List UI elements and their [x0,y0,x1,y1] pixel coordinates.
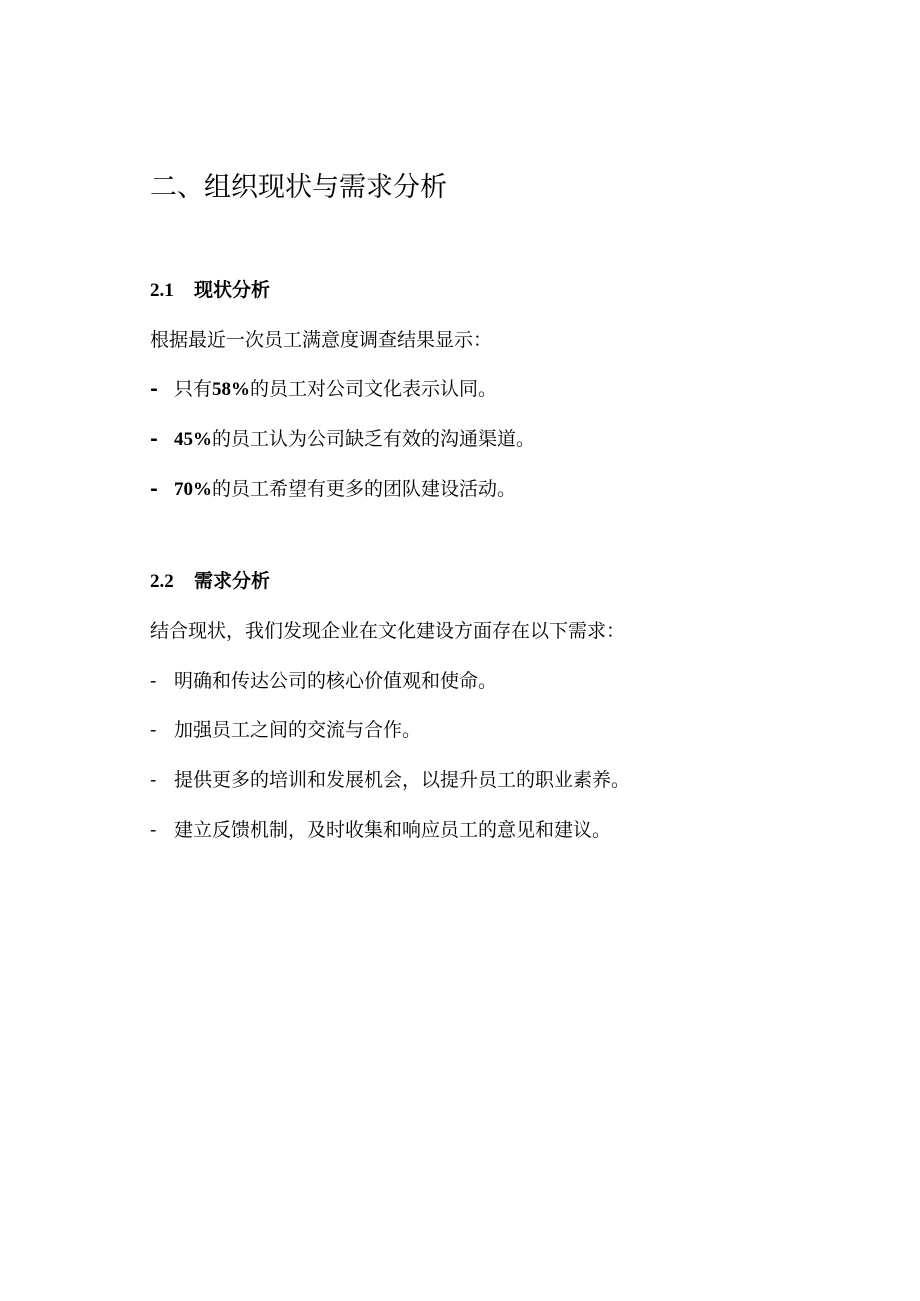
percentage-value: 45% [174,429,212,450]
list-dash: - [150,819,157,841]
list-dash: - [150,670,157,692]
item-text: 明确和传达公司的核心价值观和使命。 [174,670,498,692]
list-item [150,667,497,695]
subsection-title: 需求分析 [194,570,271,592]
subsection-heading-2-2 [150,567,270,596]
list-dash: - [150,769,157,791]
paragraph-intro-2-1: 根据最近一次员工满意度调查结果显示： [150,329,493,351]
item-text: 的员工希望有更多的团队建设活动。 [212,478,517,500]
subsection-number: 2.1 [150,280,174,301]
percentage-value: 70% [174,479,212,500]
list-dash: - [150,719,157,741]
list-item [150,375,497,404]
paragraph-intro-2-2: 结合现状，我们发现企业在文化建设方面存在以下需求： [150,620,626,642]
item-text: 提供更多的培训和发展机会，以提升员工的职业素养。 [174,769,631,791]
subsection-heading-2-1 [150,276,270,305]
list-dash: - [150,428,158,450]
item-prefix: 只有 [174,378,213,400]
list-item [150,475,516,504]
subsection-title: 现状分析 [194,279,271,301]
list-item [150,716,421,744]
percentage-value: 58% [212,379,251,400]
item-text: 建立反馈机制，及时收集和响应员工的意见和建议。 [174,819,612,841]
list-dash: - [150,478,158,500]
item-text: 的员工对公司文化表示认同。 [250,378,498,400]
list-item [150,425,535,454]
list-item [150,816,611,844]
subsection-number: 2.2 [150,571,174,592]
list-item [150,766,630,794]
section-heading: 二、组织现状与需求分析 [150,172,447,203]
item-text: 加强员工之间的交流与合作。 [174,719,422,741]
list-dash: - [150,378,158,400]
item-text: 的员工认为公司缺乏有效的沟通渠道。 [212,428,536,450]
